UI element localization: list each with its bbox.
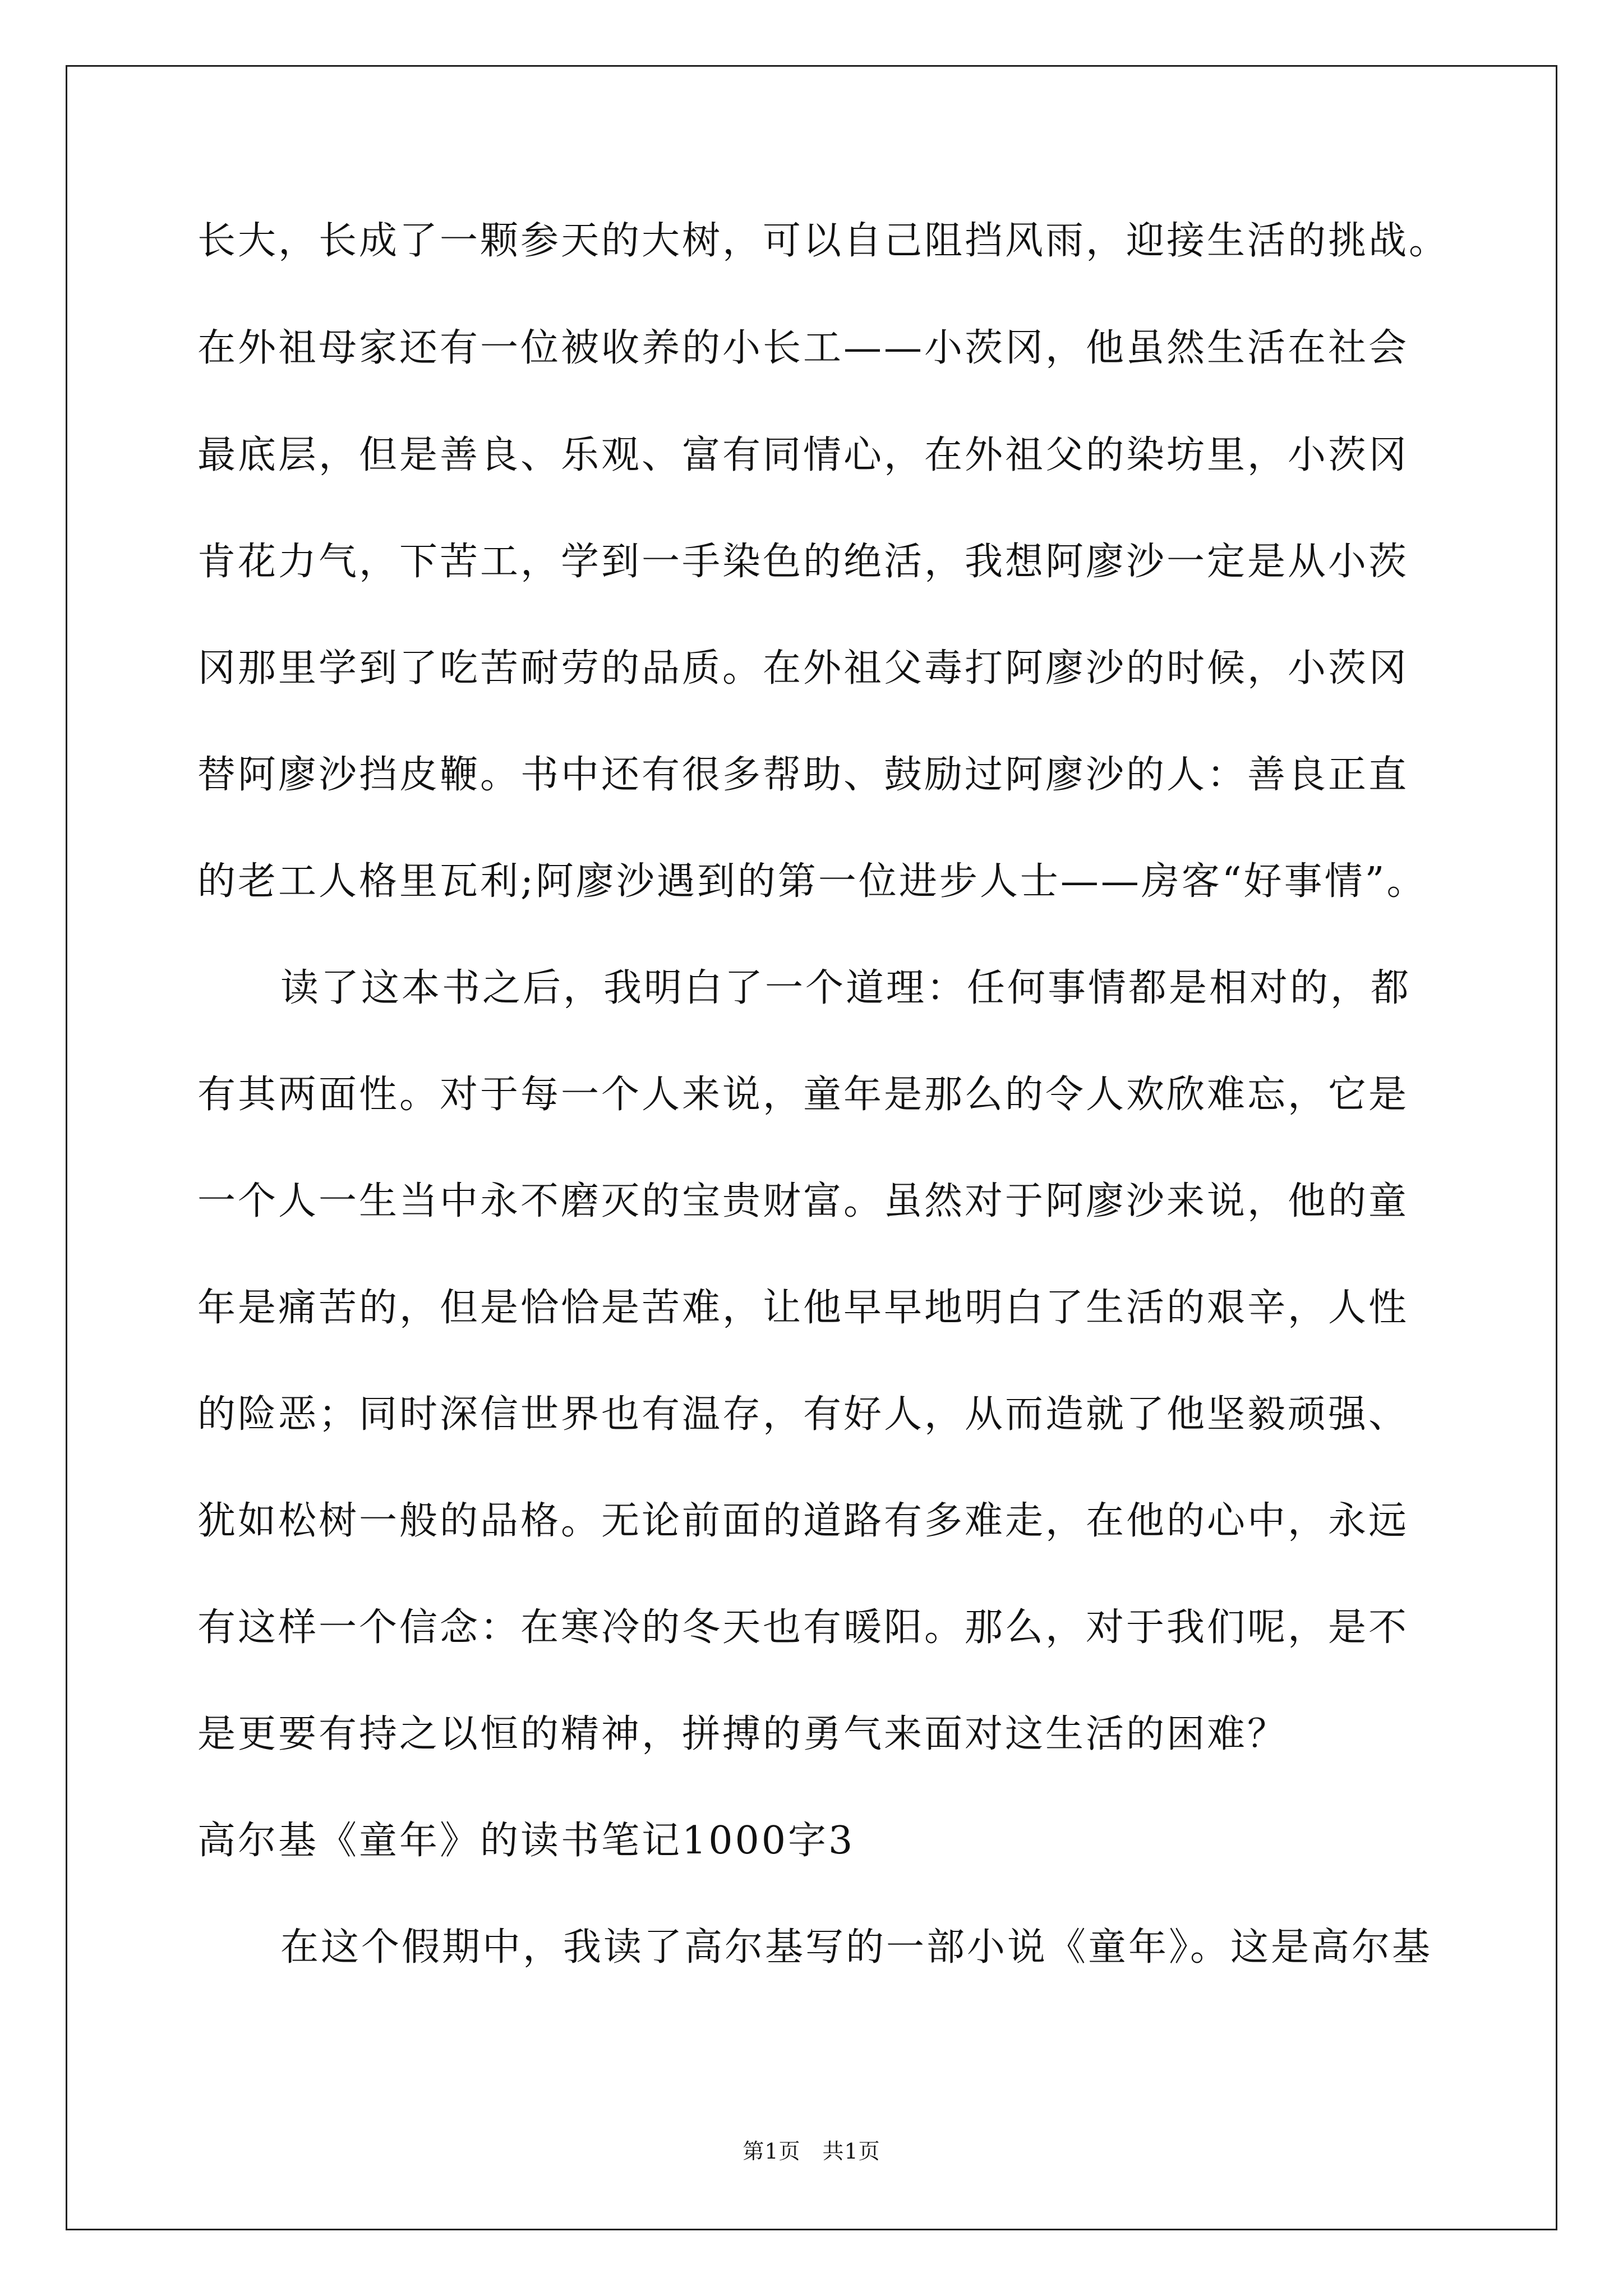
text-line: 的老工人格里瓦利;阿廖沙遇到的第一位进步人士——房客“好事情”。 — [197, 859, 1427, 904]
text-line: 的险恶；同时深信世界也有温存，有好人，从而造就了他坚毅顽强、 — [197, 1392, 1409, 1437]
text-line: 冈那里学到了吃苦耐劳的品质。在外祖父毒打阿廖沙的时候，小茨冈 — [197, 646, 1409, 691]
text-line: 在外祖母家还有一位被收养的小长工——小茨冈，他虽然生活在社会 — [197, 326, 1409, 370]
text-line: 有这样一个信念：在寒冷的冬天也有暖阳。那么，对于我们呢，是不 — [197, 1605, 1409, 1650]
text-line: 有其两面性。对于每一个人来说，童年是那么的令人欢欣难忘，它是 — [197, 1073, 1409, 1117]
text-line: 是更要有持之以恒的精神，拼搏的勇气来面对这生活的困难？ — [197, 1712, 1288, 1756]
page-border — [66, 65, 1557, 2230]
section-heading: 高尔基《童年》的读书笔记1000字3 — [197, 1819, 855, 1863]
text-line: 年是痛苦的，但是恰恰是苦难，让他早早地明白了生活的艰辛，人性 — [197, 1286, 1409, 1330]
paragraph-first-line: 在这个假期中，我读了高尔基写的一部小说《童年》。这是高尔基 — [280, 1925, 1433, 1970]
paragraph-first-line: 读了这本书之后，我明白了一个道理：任何事情都是相对的，都 — [280, 966, 1412, 1010]
text-line: 犹如松树一般的品格。无论前面的道路有多难走，在他的心中，永远 — [197, 1499, 1409, 1543]
text-line: 肯花力气，下苦工，学到一手染色的绝活，我想阿廖沙一定是从小茨 — [197, 540, 1409, 584]
text-line: 长大，长成了一颗参天的大树，可以自己阻挡风雨，迎接生活的挑战。 — [197, 219, 1450, 263]
text-line: 替阿廖沙挡皮鞭。书中还有很多帮助、鼓励过阿廖沙的人：善良正直 — [197, 753, 1409, 797]
page-number-footer: 第1页 共1页 — [743, 2139, 880, 2164]
text-line: 一个人一生当中永不磨灭的宝贵财富。虽然对于阿廖沙来说，他的童 — [197, 1179, 1409, 1223]
text-line: 最底层，但是善良、乐观、富有同情心，在外祖父的染坊里，小茨冈 — [197, 433, 1409, 477]
